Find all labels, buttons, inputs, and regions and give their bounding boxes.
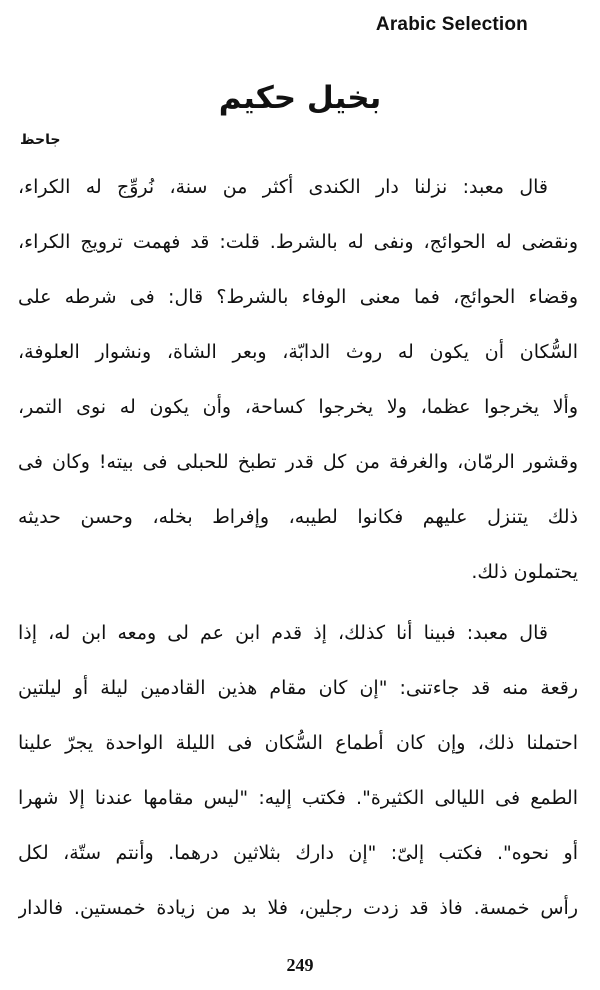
page-number: 249 <box>286 955 314 975</box>
text-line: ذلك يتنزل عليهم فكانوا لطيبه، وإفراط بخله، وحسن حديثه <box>18 506 578 528</box>
text-line: وقشور الرمّان، والغرفة من كل قدر تطبخ للحبلى فى بيته! وكان فى <box>18 451 578 473</box>
text-line: أو نحوه". فكتب إلىّ: "إن دارك بثلاثين درهما. وأنتم ستّة، لكل <box>18 842 578 864</box>
page-title: بخيل حكيم <box>218 80 382 116</box>
article-body <box>18 160 578 936</box>
paragraph <box>18 606 578 936</box>
text-line: قال معبد: فبينا أنا كذلك، إذ قدم ابن عم لى ومعه ابن له، إذا <box>18 622 548 644</box>
text-line: رأس خمسة. فاذ قد زدت رجلين، فلا بد من زيادة خمستين. فالدار <box>18 897 578 919</box>
text-line: السُّكان أن يكون له روث الدابّة، وبعر الشاة، ونشوار العلوفة، <box>18 341 578 363</box>
text-line: ونقضى له الحوائج، ونفى له بالشرط. قلت: قد فهمت ترويج الكراء، <box>18 231 578 253</box>
text-line: احتملنا ذلك، وإن كان أطماع السُّكان فى الليلة الواحدة يجرّ علينا <box>18 732 578 754</box>
text-line: الطمع فى الليالى الكثيرة". فكتب إليه: "ليس مقامها عندنا إلا شهرا <box>18 787 578 809</box>
text-line: رقعة منه قد جاءتنى: "إن كان مقام هذين القادمين ليلة أو ليلتين <box>18 677 578 699</box>
paragraph <box>18 160 578 600</box>
text-line: يحتملون ذلك. <box>471 561 578 583</box>
text-line: وألا يخرجوا عظما، ولا يخرجوا كساحة، وأن يكون له نوى التمر، <box>18 396 578 418</box>
text-line: وقضاء الحوائج، فما معنى الوفاء بالشرط؟ قال: فى شرطه على <box>18 286 578 308</box>
text-line: قال معبد: نزلنا دار الكندى أكثر من سنة، نُروِّج له الكراء، <box>18 176 548 198</box>
running-header: Arabic Selection <box>375 14 528 35</box>
author-name: جاحظ <box>20 132 61 148</box>
